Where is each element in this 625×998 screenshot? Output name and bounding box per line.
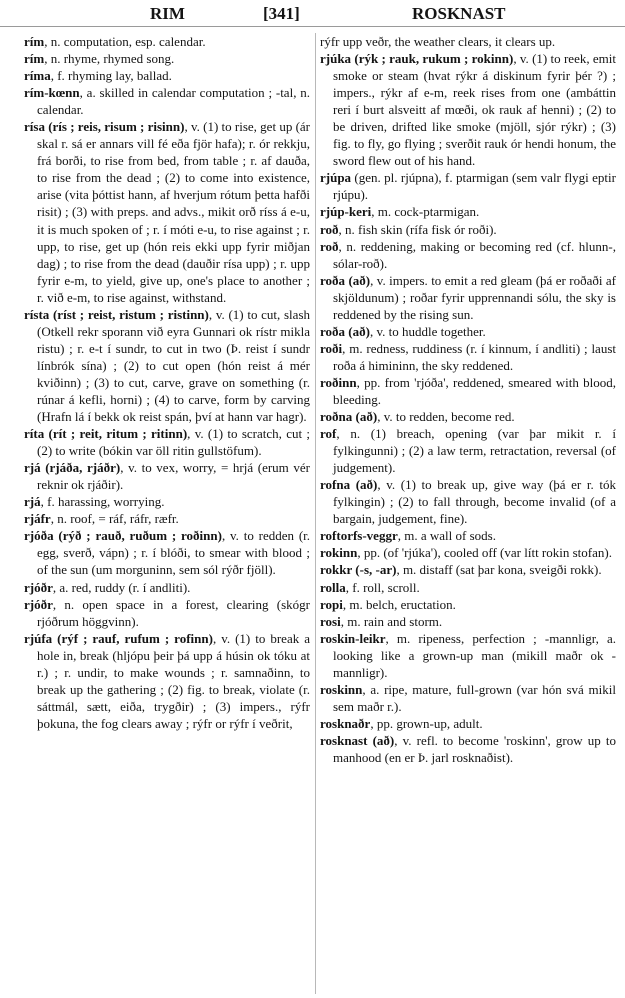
entry-definition: , v. (1) to reek, emit smoke or steam (hvat rýkr á diskinum fyrir þér ?) ; impers., rýkr af e-m, reek rises from one (ambáttin reri í burt alsveitt af mœði, ok rauk af henni) ; (2) to be driven, drifted like smoke (mjöll, sjór rýkr) ; (3) fig. to fly, go flying ; sverðit rauk ór hendi honum, the sword flew out of his hand. [333, 51, 616, 169]
dictionary-entry [320, 169, 616, 203]
entry-definition: , n. computation, esp. calendar. [44, 34, 206, 49]
dictionary-entry [24, 425, 310, 459]
entry-definition: , v. refl. to become 'roskinn', grow up to manhood (en er Þ. jarl rosknaðist). [333, 732, 616, 765]
entry-definition: , a. red, ruddy (r. í andliti). [52, 579, 191, 595]
page-number: [341] [263, 4, 300, 23]
entry-definition: rýfr upp veðr, the weather clears, it clears up. [320, 34, 556, 49]
dictionary-entry [320, 596, 616, 613]
entry-definition: , pp. grown-up, adult. [370, 715, 483, 731]
entry-definition: , m. a wall of sods. [397, 528, 496, 544]
dictionary-entry [320, 323, 616, 340]
dictionary-entry [24, 459, 310, 493]
entry-headword: rím-kœnn [24, 85, 80, 101]
entry-headword: roði [320, 340, 343, 356]
entry-definition: , v. to huddle together. [369, 323, 486, 339]
dictionary-entry [320, 476, 616, 527]
entry-definition: (gen. pl. rjúpna), f. ptarmigan (sem valr flygi eptir rjúpu). [333, 170, 616, 203]
entry-headword: rof [320, 426, 337, 442]
entry-definition: , v. (1) to cut, slash (Otkell rekr sporann við eyra Gunnari ok rístr mikla ristu) ; r. e-t í sundr, to cut in two (Þ. reist í sundr línbrók sína) ; (2) to cut open (hón reist á mér kviðinn) ; (3) to cut, carve, grave on something (r. rúnar á kefli, horni) ; (4) to carve, form by carving (Hrafn lá í bekk ok reist spán, því at hann var hagr). [37, 306, 310, 425]
column-divider [315, 33, 316, 994]
header-last-word: ROSKNAST [412, 4, 506, 23]
dictionary-entry [320, 408, 616, 425]
dictionary-entry [320, 579, 616, 596]
entry-definition: , n. reddening, making or becoming red (cf. hlunn-, sólar-roð). [333, 238, 616, 271]
entry-headword: rofna (að) [320, 477, 378, 493]
entry-headword: ríta (rít ; reit, ritum ; ritinn) [24, 426, 188, 442]
entry-definition: , n. roof, = ráf, ráfr, ræfr. [50, 511, 179, 527]
entry-headword: rjóðr [24, 579, 53, 595]
entry-definition: , n. (1) breach, opening (var þar mikit r. í fylkingunni) ; (2) a law term, retractation, reversal (of judgement). [333, 426, 616, 476]
entry-headword: ropi [320, 596, 343, 612]
entry-headword: rjá (rjáða, rjáðr) [24, 460, 121, 476]
dictionary-entry [320, 425, 616, 476]
entry-definition: , m. redness, ruddiness (r. í kinnum, í andliti) ; laust roða á himininn, the sky reddened. [333, 340, 616, 373]
entry-headword: rokinn [320, 545, 358, 561]
entry-headword: rjóða (rýð ; rauð, ruðum ; roðinn) [24, 528, 222, 544]
entry-headword: roðinn [320, 374, 357, 390]
entry-headword: rosi [320, 613, 341, 629]
dictionary-entry [24, 33, 310, 50]
entry-definition: , f. rhyming lay, ballad. [50, 68, 172, 84]
entry-headword: rjúfa (rýf ; rauf, rufum ; rofinn) [24, 630, 213, 646]
dictionary-entry [24, 118, 310, 306]
entry-definition: , v. to redden (r. egg, sverð, vápn) ; r. í blóði, to smear with blood ; of the sun (um morguninn, sem sól rýðr fjöll). [37, 528, 310, 578]
entry-definition: , m. ripeness, perfection ; -mannligr, a. looking like a grown-up man (mikill maðr ok -mannligr). [333, 630, 616, 680]
entry-headword: rosknast (að) [320, 732, 395, 748]
dictionary-entry [24, 67, 310, 84]
entry-definition: , f. harassing, worrying. [40, 494, 165, 510]
entry-definition: , v. (1) to rise, get up (ár skal r. sá er annars vill fé eða fjör hafa); r. ór rekkju, frá borði, to rise from bed, from table ; r. af dauða, to rise from the dead ; (2) to come into existence, arise (vita þóttist hann, af hverjum rótum þetta hafði risit) ; (3) with preps. and advs., mikit orð ríss á e-u, it is much spoken of ; r. í móti e-u, to rise against ; r. upp, to rise, get up (hón reis ekki upp fyrir miðjan dag) ; to rise from the dead (dauðir rísa upp) ; r. upp fyrir e-m, to yield, give up, one's place to another ; r. við e-m, to rise against, withstand. [37, 119, 310, 305]
entry-definition: , m. cock-ptarmigan. [371, 204, 480, 220]
entry-definition: , pp. from 'rjóða', reddened, smeared with blood, bleeding. [333, 374, 616, 407]
dictionary-entry [320, 715, 616, 732]
entry-headword: rjá [24, 494, 41, 510]
dictionary-entry [320, 630, 616, 681]
dictionary-entry [320, 374, 616, 408]
dictionary-entry [24, 579, 310, 596]
entry-definition: , n. rhyme, rhymed song. [44, 51, 175, 67]
dictionary-entry [24, 306, 310, 425]
dictionary-entry [24, 596, 310, 630]
dictionary-entry [320, 527, 616, 544]
dictionary-entry [320, 272, 616, 323]
dictionary-entry [320, 340, 616, 374]
entry-definition: , v. to vex, worry, = hrjá (erum vér reknir ok rjáðir). [37, 460, 310, 493]
entry-headword: rjáfr [24, 511, 51, 527]
entry-headword: roða (að) [320, 323, 370, 339]
entry-headword: roftorfs-veggr [320, 528, 398, 544]
entry-headword: roskin-leikr [320, 630, 386, 646]
entry-headword: rísta (ríst ; reist, ristum ; ristinn) [24, 306, 209, 322]
entry-definition: , v. (1) to scratch, cut ; (2) to write (bókin var öll ritin gullstöfum). [37, 426, 310, 459]
entry-headword: rím [24, 51, 45, 67]
entry-definition: , v. (1) to break a hole in, break (hljópu þeir þá upp á húsin ok tóku at r.) ; r. undir, to make wounds ; r. samnaðinn, to break up the gathering ; (2) fig. to break, violate (r. sáttmál, sætt, eiða, trygðir) ; (3) impers., rýfr þokuna, the fog clears away ; rýfr or rýfr í veðrit, [37, 630, 310, 731]
dictionary-entry [320, 544, 616, 561]
entry-headword: rjúka (rýk ; rauk, rukum ; rokinn) [320, 51, 514, 67]
entry-headword: rokkr (-s, -ar) [320, 562, 397, 578]
entry-headword: roð [320, 238, 339, 254]
entry-headword: roða (að) [320, 272, 371, 288]
entry-headword: rolla [320, 579, 346, 595]
right-column [320, 33, 616, 996]
entry-definition: , n. fish skin (rífa fisk ór roði). [338, 221, 497, 237]
dictionary-entry [320, 203, 616, 220]
entry-definition: , v. (1) to break up, give way (þá er r. tók fylkingin) ; (2) to fall through, become invalid (of a bargain, judgement, fine). [333, 477, 616, 527]
dictionary-entry [320, 33, 616, 50]
entry-definition: , pp. (of 'rjúka'), cooled off (var lítt rokin stofan). [357, 545, 612, 561]
entry-headword: roskinn [320, 681, 363, 697]
dictionary-entry [320, 561, 616, 578]
entry-definition: , f. roll, scroll. [345, 579, 420, 595]
entry-headword: ríma [24, 68, 51, 84]
dictionary-entry [24, 84, 310, 118]
entry-definition: , m. belch, eructation. [342, 596, 456, 612]
entry-headword: rjúp-keri [320, 204, 372, 220]
dictionary-entry [320, 613, 616, 630]
dictionary-entry [320, 732, 616, 766]
entry-headword: rosknaðr [320, 715, 371, 731]
dictionary-entry [24, 493, 310, 510]
entry-definition: , m. rain and storm. [340, 613, 443, 629]
header-first-word: RIM [150, 4, 185, 23]
entry-definition: , m. distaff (sat þar kona, sveigði rokk). [396, 562, 602, 578]
entry-definition: , v. impers. to emit a red gleam (þá er roðaði af skjöldunum) ; roðar fyrir upprennandi sólu, the sky is reddened by the rising sun. [333, 272, 616, 322]
entry-headword: roð [320, 221, 339, 237]
entry-definition: , a. ripe, mature, full-grown (var hón svá mikil sem maðr r.). [333, 681, 616, 714]
dictionary-entry [320, 681, 616, 715]
left-column [24, 33, 310, 996]
entry-headword: rjúpa [320, 170, 352, 186]
dictionary-entry [24, 50, 310, 67]
entry-headword: roðna (að) [320, 409, 378, 425]
entry-headword: rjóðr [24, 596, 53, 612]
entry-definition: , a. skilled in calendar computation ; -tal, n. calendar. [37, 85, 310, 118]
entry-definition: , v. to redden, become red. [377, 409, 515, 425]
dictionary-entry [320, 221, 616, 238]
page-header [0, 2, 625, 27]
dictionary-entry [24, 630, 310, 732]
dictionary-entry [320, 50, 616, 169]
entry-headword: rím [24, 34, 45, 49]
dictionary-entry [24, 527, 310, 578]
dictionary-entry [24, 510, 310, 527]
entry-definition: , n. open space in a forest, clearing (skógr rjóðrum höggvinn). [37, 596, 310, 629]
dictionary-entry [320, 238, 616, 272]
entry-headword: rísa (rís ; reis, risum ; risinn) [24, 119, 185, 135]
